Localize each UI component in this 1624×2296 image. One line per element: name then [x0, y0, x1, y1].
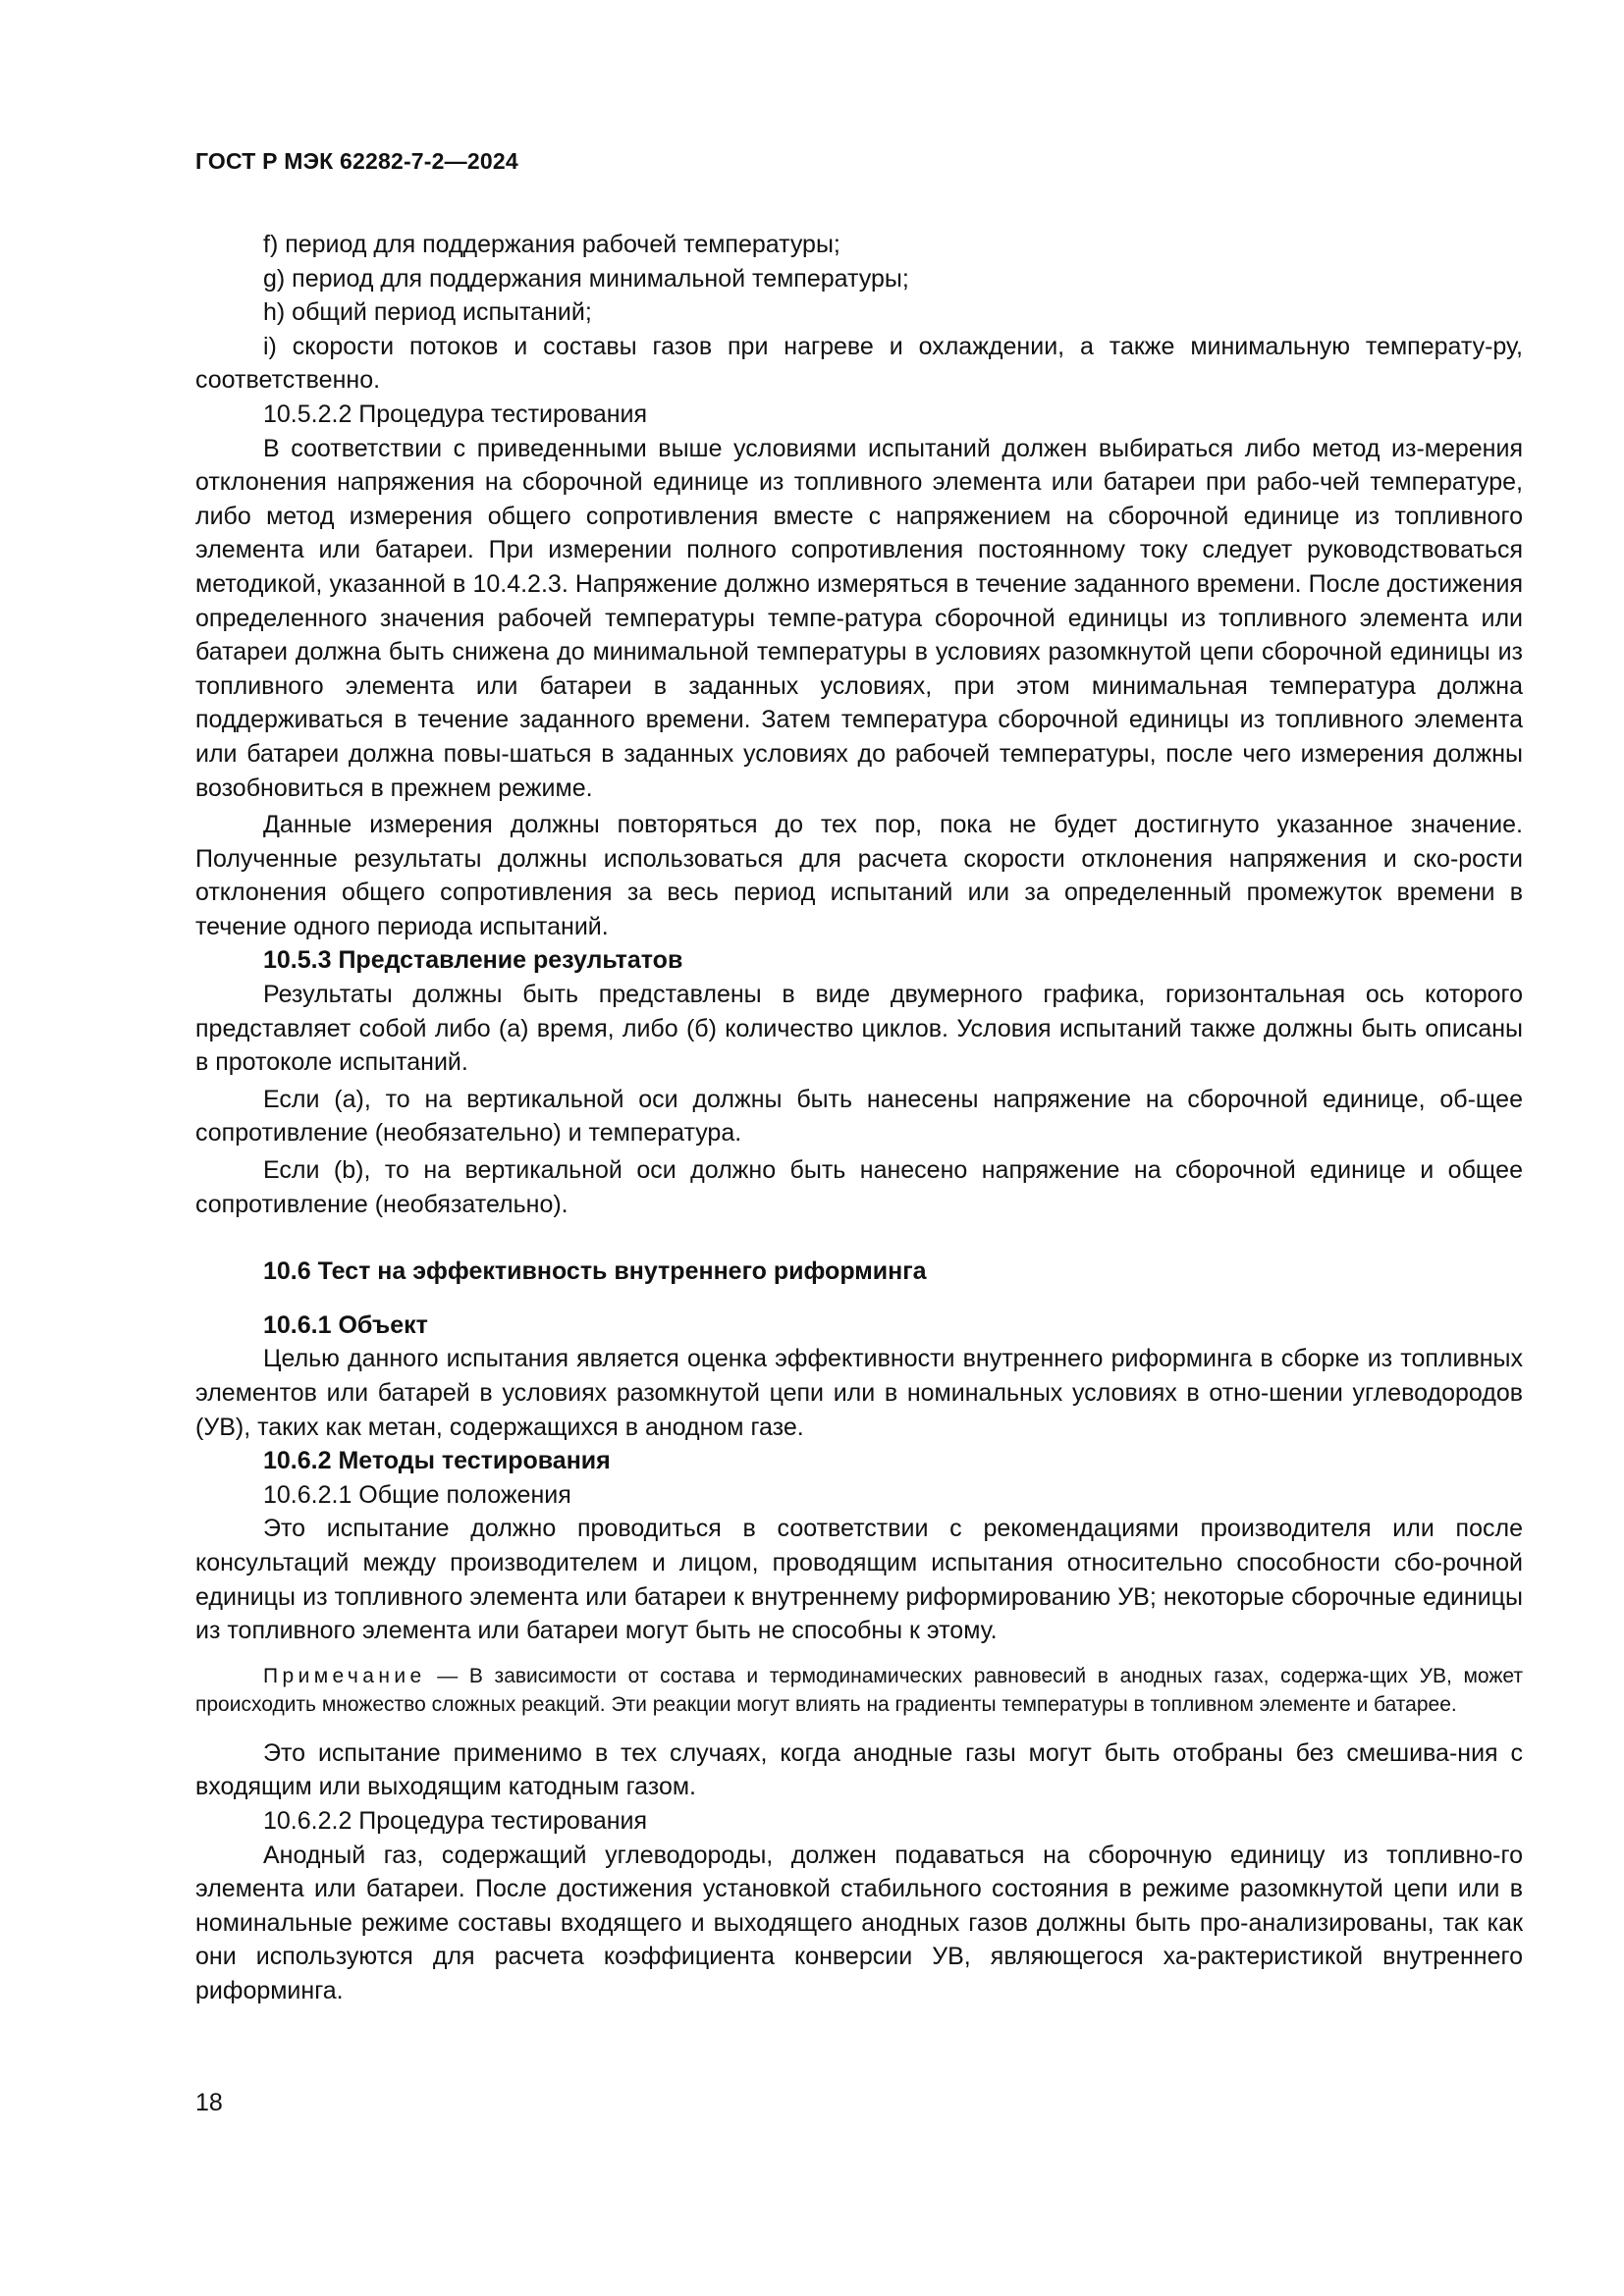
paragraph-10-6-2-1-2: Это испытание применимо в тех случаях, когда анодные газы могут быть отобраны без смешива-ния с входящим или выходящим катодным газом.	[195, 1738, 1523, 1801]
paragraph-10-5-2-2-2: Данные измерения должны повторяться до тех пор, пока не будет достигнуто указанное значение. Полученные результаты должны использоваться для расчета скорости отклонения напряжения и ско-рости отклонения общего сопротивления за весь период испытаний или за определенный промежуток времени в течение одного периода испытаний.	[195, 811, 1523, 940]
paragraph-10-5-3-3: Если (b), то на вертикальной оси должно быть нанесено напряжение на сборочной единице и общее сопротивление (необязательно).	[195, 1156, 1523, 1218]
list-item-g: g) период для поддержания минимальной температуры;	[263, 264, 909, 293]
paragraph-10-6-1-1: Целью данного испытания является оценка эффективности внутреннего риформинга в сборке из топливных элементов или батарей в условиях разомкнутой цепи или в номинальных условиях в отно-шении углеводородов (УВ), таких как метан, содержащихся в анодном газе.	[195, 1345, 1523, 1441]
section-heading-10-6-2: 10.6.2 Методы тестирования	[263, 1447, 611, 1475]
document-header: ГОСТ Р МЭК 62282-7-2—2024	[195, 148, 518, 174]
paragraph-10-5-2-2-1: В соответствии с приведенными выше условиями испытаний должен выбираться либо метод из-мерения отклонения напряжения на сборочной единице из топливного элемента или батареи при рабо-чей температуре, либо метод измерения общего сопротивления вместе с напряжением на сборочной единице из топливного элемента или батареи. При измерении полного сопротивления постоянному току следует руководствоваться методикой, указанной в 10.4.2.3. Напряжение должно измеряться в течение заданного времени. После достижения определенного значения рабочей температуры темпе-ратура сборочной единицы из топливного элемента или батареи должна быть снижена до минимальной температуры в условиях разомкнутой цепи сборочной единицы из топливного элемента или батареи в заданных условиях, при этом минимальная температура должна поддерживаться в течение заданного времени. Затем температура сборочной единицы из топливного элемента или батареи должна повы-шаться в заданных условиях до рабочей температуры, после чего измерения должны возобновиться в прежнем режиме.	[195, 434, 1523, 802]
section-heading-10-6-2-1: 10.6.2.1 Общие положения	[263, 1480, 571, 1509]
note-text: — В зависимости от состава и термодинамических равновесий в анодных газах, содержа-щих УВ, может происходить множество сложных реакций. Эти реакции могут влиять на градиенты температуры в топливном элементе и батарее.	[195, 1664, 1523, 1716]
list-item-f: f) период для поддержания рабочей температуры;	[263, 231, 840, 258]
note-label: Примечание	[263, 1664, 426, 1687]
section-heading-10-5-2-2: 10.5.2.2 Процедура тестирования	[263, 400, 648, 428]
section-heading-10-5-3: 10.5.3 Представление результатов	[263, 946, 683, 975]
paragraph-10-5-3-2: Если (а), то на вертикальной оси должны быть нанесены напряжение на сборочной единице, об-щее сопротивление (необязательно) и температура.	[195, 1085, 1523, 1148]
note	[195, 1662, 1523, 1719]
list-item-h: h) общий период испытаний;	[263, 298, 592, 327]
page-number: 18	[195, 2089, 223, 2116]
document-body	[195, 228, 1523, 2008]
section-heading-10-6: 10.6 Тест на эффективность внутреннего риформинга	[263, 1257, 927, 1286]
section-heading-10-6-1: 10.6.1 Объект	[263, 1310, 428, 1339]
paragraph-10-5-3-1: Результаты должны быть представлены в виде двумерного графика, горизонтальная ось которого представляет собой либо (а) время, либо (б) количество циклов. Условия испытаний также должны быть описаны в протоколе испытаний.	[195, 981, 1523, 1077]
paragraph-10-6-2-2-1: Анодный газ, содержащий углеводороды, должен подаваться на сборочную единицу из топливно-го элемента или батареи. После достижения установкой стабильного состояния в режиме разомкнутой цепи или в номинальные режиме составы входящего и выходящего анодных газов должны быть про-анализированы, так как они используются для расчета коэффициента конверсии УВ, являющегося ха-рактеристикой внутреннего риформинга.	[195, 1841, 1523, 2004]
section-heading-10-6-2-2: 10.6.2.2 Процедура тестирования	[263, 1806, 648, 1835]
list-item-i: i) скорости потоков и составы газов при нагреве и охлаждении, а также минимальную температу-ру, соответственно.	[195, 332, 1523, 395]
paragraph-10-6-2-1-1: Это испытание должно проводиться в соответствии с рекомендациями производителя или после консультаций между производителем и лицом, проводящим испытания относительно способности сбо-рочной единицы из топливного элемента или батареи к внутреннему риформированию УВ; некоторые сборочные единицы из топливного элемента или батареи могут быть не способны к этому.	[195, 1515, 1523, 1645]
